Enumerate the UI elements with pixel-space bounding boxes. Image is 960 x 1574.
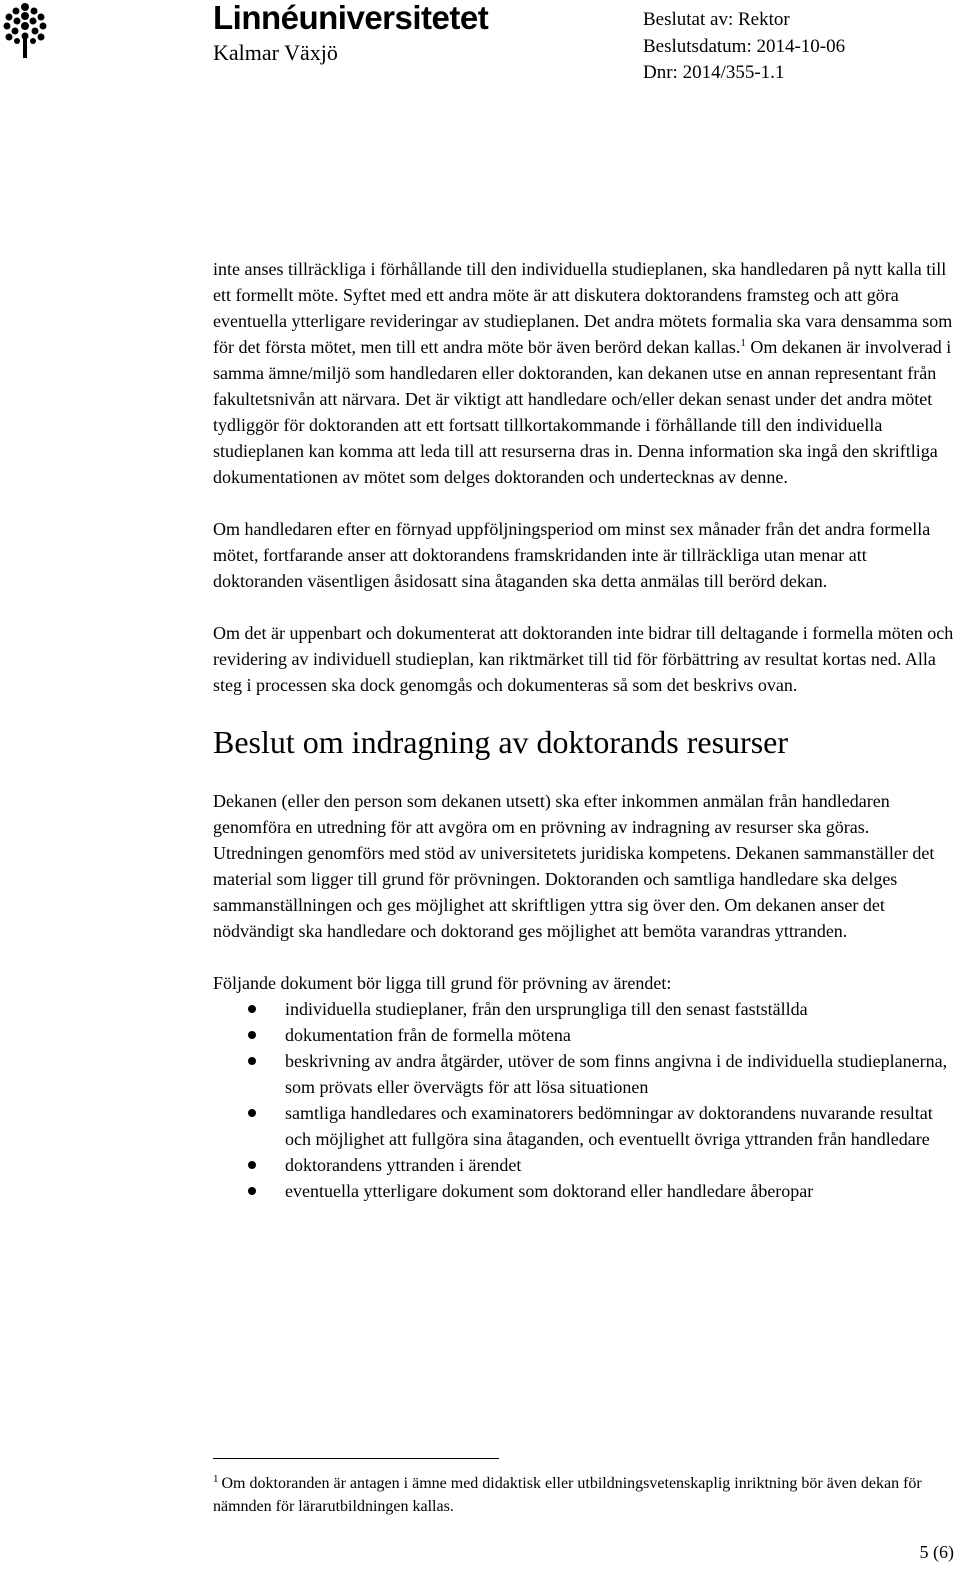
decided-by: Beslutat av: Rektor [643,9,790,30]
bullet-icon [248,1187,256,1195]
document-list [213,996,958,1204]
list-item: doktorandens yttranden i ärendet [213,1152,958,1178]
section-heading: Beslut om indragning av doktorands resurser [213,724,788,760]
document-meta [643,7,845,87]
page-number: 5 (6) [919,1542,954,1562]
bullet-icon [248,1057,256,1065]
paragraph: Om det är uppenbart och dokumenterat att doktoranden inte bidrar till deltagande i formella möten och revidering av individuell studieplan, kan riktmärket till tid för förbättring av resultat kortas ned. Alla steg i processen ska dock genomgås och dokumenteras så som det beskrivs ovan. [213,623,954,695]
bullet-icon [248,1109,256,1117]
list-item: dokumentation från de formella mötena [213,1022,958,1048]
list-item: individuella studieplaner, från den ursprungliga till den senast fastställda [213,996,958,1022]
reference-number: Dnr: 2014/355-1.1 [643,62,785,83]
university-logo [0,0,540,72]
footnote-reference[interactable]: 1 [740,337,746,349]
document-body [213,256,958,1204]
list-item: beskrivning av andra åtgärder, utöver de som finns angivna i de individuella studieplanerna, som prövats eller övervägts för att lösa situationen [213,1048,958,1100]
campus-names: Kalmar Växjö [213,40,338,65]
paragraph: inte anses tillräckliga i förhållande till den individuella studieplanen, ska handledaren på nytt kalla till ett formellt möte. Syftet med ett andra möte är att diskutera doktorandens framsteg och att göra eventuella ytterligare revideringar av studieplanen. Det andra mötets formalia ska vara densamma som för det första mötet, men till ett andra möte bör även berörd dekan kallas.$^1$ Om dekanen är involverad i samma ämne/miljö som handledaren eller doktoranden, kan dekanen utse en annan representant från fakultetsnivån att närvara. Det är viktigt att handledare och/eller dekan senast under det andra mötet tydliggör för doktoranden att ett fortsatt tillkortakommande i förhållande till den individuella studieplanen kan komma att leda till att resurserna dras in. Denna information ska ingå den skriftliga dokumentationen av mötet som delges doktoranden och undertecknas av denne. [213,259,953,487]
paragraph: Dekanen (eller den person som dekanen utsett) ska efter inkommen anmälan från handledaren genomföra en utredning för att avgöra om en prövning av indragning av resurser ska göras. Utredningen genomförs med stöd av universitetets juridiska kompetens. Dekanen sammanställer det material som ligger till grund för prövningen. Doktoranden och samtliga handledare ska delges sammanställningen och ges möjlighet att skriftligen yttra sig över den. Om dekanen anser det nödvändigt ska handledare och doktorand ges möjlighet att bemöta varandras yttranden. [213,791,935,941]
bullet-icon [248,1161,256,1169]
tree-logo-icon [2,2,48,60]
decision-date: Beslutsdatum: 2014-10-06 [643,35,846,57]
footnote-divider [213,1458,499,1459]
paragraph: Om handledaren efter en förnyad uppföljningsperiod om minst sex månader från det andra formella mötet, fortfarande anser att doktorandens framskridanden inte är tillräckliga utan menar att doktoranden väsentligen åsidosatt sina åtaganden ska detta anmälas till berörd dekan. [213,519,931,591]
university-name: Linnéuniversitetet [213,0,489,36]
list-item: samtliga handledares och examinatorers bedömningar av doktorandens nuvarande resultat och möjlighet att fullgöra sina åtaganden, och eventuellt övriga yttranden från handledare [213,1100,958,1152]
footnote [213,1472,958,1518]
list-item: eventuella ytterligare dokument som doktorand eller handledare åberopar [213,1178,958,1204]
bullet-icon [248,1031,256,1039]
list-intro: Följande dokument bör ligga till grund för prövning av ärendet: [213,973,672,993]
footnote-text: Om doktoranden är antagen i ämne med didaktisk eller utbildningsvetenskaplig inriktning bör även dekan för nämnden för lärarutbildningen kallas. [213,1475,922,1515]
footnote-number: 1 [213,1472,219,1485]
bullet-icon [248,1005,256,1013]
